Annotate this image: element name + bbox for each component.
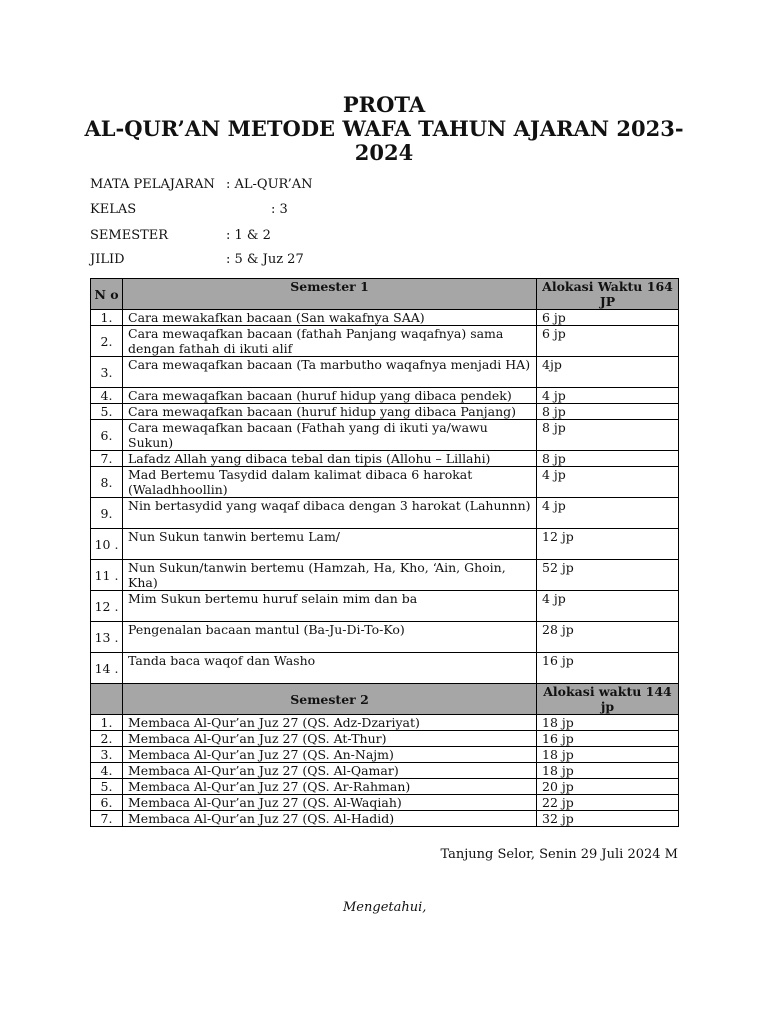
row-allocation: 4 jp: [537, 591, 679, 622]
meta-class-value: : 3: [271, 202, 288, 217]
row-allocation: 18 jp: [537, 747, 679, 763]
table-row: [91, 451, 679, 467]
acknowledged-label: Mengetahui,: [343, 900, 427, 915]
row-allocation: 18 jp: [537, 715, 679, 731]
row-topic: Mad Bertemu Tasydid dalam kalimat dibaca 6 harokat (Waladhhoollin): [123, 467, 537, 498]
table-row: [91, 795, 679, 811]
meta-class-label: KELAS: [90, 202, 137, 217]
row-topic: Tanda baca waqof dan Washo: [123, 653, 537, 684]
row-number: 14 .: [91, 653, 123, 684]
row-allocation: 4 jp: [537, 467, 679, 498]
row-topic: Nun Sukun tanwin bertemu Lam/: [123, 529, 537, 560]
row-topic: Cara mewaqafkan bacaan (huruf hidup yang dibaca pendek): [123, 388, 537, 404]
row-allocation: 16 jp: [537, 653, 679, 684]
row-topic: Membaca Al-Qur’an Juz 27 (QS. Al-Qamar): [123, 763, 537, 779]
row-number: 4.: [91, 388, 123, 404]
row-topic: Cara mewaqafkan bacaan (fathah Panjang waqafnya) sama dengan fathah di ikuti alif: [123, 326, 537, 357]
row-allocation: 12 jp: [537, 529, 679, 560]
row-allocation: 4 jp: [537, 388, 679, 404]
row-number: 2.: [91, 326, 123, 357]
table-row: [91, 420, 679, 451]
prota-table: [90, 278, 679, 827]
semester-2-allocation-header: Alokasi waktu 144 jp: [537, 684, 679, 715]
meta-semester-value: : 1 & 2: [226, 228, 271, 243]
row-number: 11 .: [91, 560, 123, 591]
row-allocation: 8 jp: [537, 451, 679, 467]
row-allocation: 6 jp: [537, 326, 679, 357]
table-row: [91, 622, 679, 653]
table-row: [91, 326, 679, 357]
row-topic: Nin bertasydid yang waqaf dibaca dengan 3 harokat (Lahunnn): [123, 498, 537, 529]
row-number: 6.: [91, 795, 123, 811]
row-number: 2.: [91, 731, 123, 747]
meta-subject-value: : AL-QUR’AN: [226, 177, 313, 192]
number-column-header: N o: [91, 279, 123, 310]
row-number: 8.: [91, 467, 123, 498]
row-topic: Membaca Al-Qur’an Juz 27 (QS. Al-Waqiah): [123, 795, 537, 811]
table-row: [91, 779, 679, 795]
semester-2-number-header: [91, 684, 123, 715]
row-allocation: 8 jp: [537, 420, 679, 451]
row-number: 1.: [91, 310, 123, 326]
table-row: [91, 404, 679, 420]
table-row: [91, 747, 679, 763]
semester-1-allocation-header: Alokasi Waktu 164 JP: [537, 279, 679, 310]
semester-2-section: [91, 684, 679, 715]
table-row: [91, 811, 679, 827]
semester-1-rows: [91, 310, 679, 684]
row-topic: Lafadz Allah yang dibaca tebal dan tipis (Allohu – Lillahi): [123, 451, 537, 467]
semester-2-header-row: [91, 684, 679, 715]
table-row: [91, 591, 679, 622]
row-topic: Membaca Al-Qur’an Juz 27 (QS. Ar-Rahman): [123, 779, 537, 795]
row-number: 1.: [91, 715, 123, 731]
row-allocation: 6 jp: [537, 310, 679, 326]
row-allocation: 18 jp: [537, 763, 679, 779]
row-topic: Pengenalan bacaan mantul (Ba-Ju-Di-To-Ko): [123, 622, 537, 653]
table-row: [91, 310, 679, 326]
row-number: 4.: [91, 763, 123, 779]
row-allocation: 4 jp: [537, 498, 679, 529]
row-topic: Cara mewakafkan bacaan (San wakafnya SAA): [123, 310, 537, 326]
row-number: 7.: [91, 811, 123, 827]
row-allocation: 4jp: [537, 357, 679, 388]
table-row: [91, 357, 679, 388]
row-allocation: 16 jp: [537, 731, 679, 747]
row-allocation: 32 jp: [537, 811, 679, 827]
meta-volume-label: JILID: [90, 252, 125, 267]
meta-volume-value: : 5 & Juz 27: [226, 252, 304, 267]
document-subtitle: AL-QUR’AN METODE WAFA TAHUN AJARAN 2023-: [84, 116, 684, 141]
row-allocation: 28 jp: [537, 622, 679, 653]
table-row: [91, 653, 679, 684]
row-number: 10 .: [91, 529, 123, 560]
table-row: [91, 529, 679, 560]
row-topic: Cara mewaqafkan bacaan (Ta marbutho waqafnya menjadi HA): [123, 357, 537, 388]
row-topic: Membaca Al-Qur’an Juz 27 (QS. Adz-Dzariyat): [123, 715, 537, 731]
table-row: [91, 731, 679, 747]
row-number: 9.: [91, 498, 123, 529]
row-allocation: 20 jp: [537, 779, 679, 795]
row-topic: Cara mewaqafkan bacaan (huruf hidup yang dibaca Panjang): [123, 404, 537, 420]
document-title: PROTA: [342, 92, 426, 117]
row-topic: Nun Sukun/tanwin bertemu (Hamzah, Ha, Kho, ‘Ain, Ghoin, Kha): [123, 560, 537, 591]
row-topic: Mim Sukun bertemu huruf selain mim dan ba: [123, 591, 537, 622]
place-date: Tanjung Selor, Senin 29 Juli 2024 M: [440, 847, 678, 862]
table-row: [91, 763, 679, 779]
table-row: [91, 560, 679, 591]
table-row: [91, 388, 679, 404]
row-number: 5.: [91, 404, 123, 420]
table-row: [91, 498, 679, 529]
row-topic: Membaca Al-Qur’an Juz 27 (QS. An-Najm): [123, 747, 537, 763]
row-topic: Membaca Al-Qur’an Juz 27 (QS. Al-Hadid): [123, 811, 537, 827]
row-number: 3.: [91, 357, 123, 388]
row-number: 12 .: [91, 591, 123, 622]
table-row: [91, 467, 679, 498]
meta-subject-label: MATA PELAJARAN: [90, 177, 215, 192]
row-allocation: 22 jp: [537, 795, 679, 811]
semester-1-header: Semester 1: [123, 279, 537, 310]
document-subtitle-year: 2024: [354, 140, 414, 165]
row-number: 6.: [91, 420, 123, 451]
table-row: [91, 715, 679, 731]
row-number: 3.: [91, 747, 123, 763]
semester-2-rows: [91, 715, 679, 827]
row-number: 7.: [91, 451, 123, 467]
semester-1-header-row: [91, 279, 679, 310]
row-allocation: 52 jp: [537, 560, 679, 591]
row-allocation: 8 jp: [537, 404, 679, 420]
row-number: 13 .: [91, 622, 123, 653]
row-topic: Membaca Al-Qur’an Juz 27 (QS. At-Thur): [123, 731, 537, 747]
semester-2-header: Semester 2: [123, 684, 537, 715]
row-topic: Cara mewaqafkan bacaan (Fathah yang di ikuti ya/wawu Sukun): [123, 420, 537, 451]
meta-semester-label: SEMESTER: [90, 228, 169, 243]
row-number: 5.: [91, 779, 123, 795]
